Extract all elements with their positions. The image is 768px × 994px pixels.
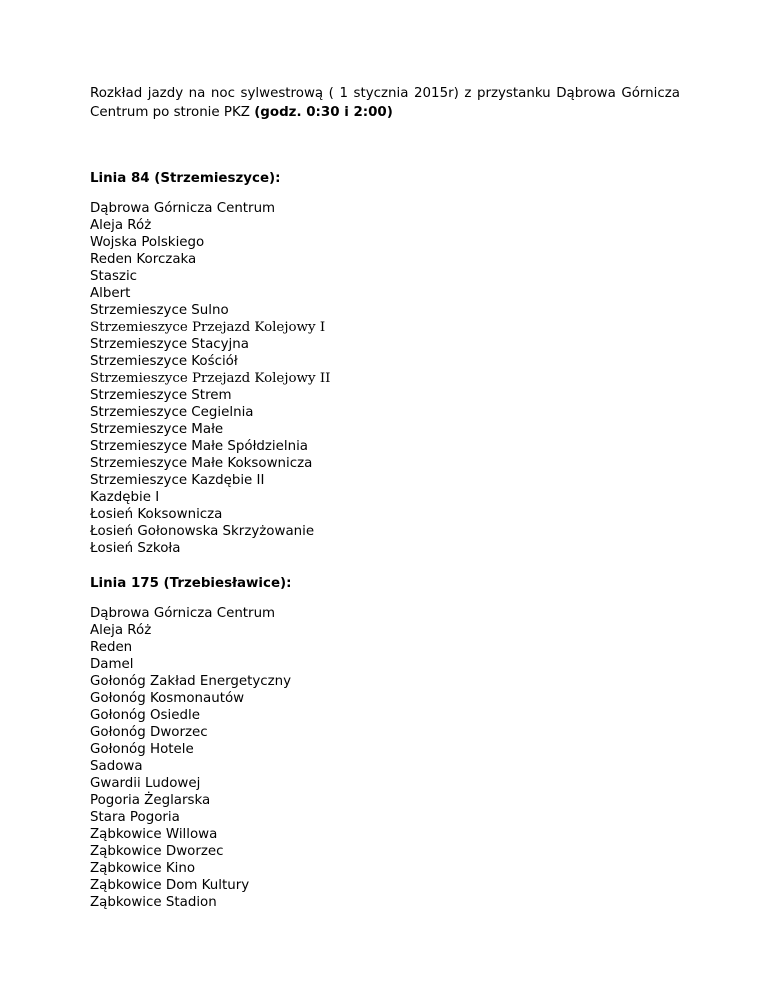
stop-item: Strzemieszyce Strem [90,388,232,403]
stop-item: Strzemieszyce Cegielnia [90,405,254,420]
intro-text: Rozkład jazdy na noc sylwestrową ( 1 stycznia 2015r) z przystanku Dąbrowa Górnicza Centrum po stronie PKZ [90,86,680,120]
stop-item: Łosień Szkoła [90,541,181,556]
stop-item: Gołonóg Kosmonautów [90,691,245,706]
stop-item: Albert [90,286,131,301]
stop-item: Damel [90,657,134,672]
document-page [90,84,680,911]
stop-item: Stara Pogoria [90,810,180,825]
stop-item: Ząbkowice Dworzec [90,844,224,859]
line-175-heading: Linia 175 (Trzebiesławice): [90,576,292,591]
stop-item: Strzemieszyce Małe Spółdzielnia [90,439,308,454]
stop-item: Ząbkowice Stadion [90,895,217,910]
stop-item: Strzemieszyce Przejazd Kolejowy I [90,320,326,335]
stop-item: Strzemieszyce Sulno [90,303,229,318]
stop-item: Ząbkowice Dom Kultury [90,878,250,893]
line-84-heading: Linia 84 (Strzemieszyce): [90,171,281,186]
stop-item: Aleja Róż [90,623,152,638]
stop-item: Reden Korczaka [90,252,197,267]
stop-item: Reden [90,640,133,655]
stop-item: Gołonóg Hotele [90,742,194,757]
stop-item: Strzemieszyce Małe Koksownicza [90,456,313,471]
stop-item: Łosień Koksownicza [90,507,223,522]
stop-item: Pogoria Żeglarska [90,793,211,808]
stop-item: Strzemieszyce Kościół [90,354,238,369]
stop-item: Strzemieszyce Stacyjna [90,337,249,352]
stop-item: Aleja Róż [90,218,152,233]
stop-item: Gwardii Ludowej [90,776,201,791]
stop-item: Gołonóg Zakład Energetyczny [90,674,292,689]
stop-item: Ząbkowice Kino [90,861,196,876]
stop-item: Sadowa [90,759,143,774]
stop-item: Łosień Gołonowska Skrzyżowanie [90,524,315,539]
stop-item: Strzemieszyce Kazdębie II [90,473,265,488]
stop-item: Strzemieszyce Małe [90,422,224,437]
stop-item: Gołonóg Dworzec [90,725,208,740]
line-175-stop-list [90,605,680,911]
intro-hours: (godz. 0:30 i 2:00) [254,105,393,120]
stop-item: Gołonóg Osiedle [90,708,200,723]
stop-item: Dąbrowa Górnicza Centrum [90,606,276,621]
line-84-stop-list [90,200,680,557]
stop-item: Staszic [90,269,138,284]
intro-paragraph [90,84,680,122]
stop-item: Wojska Polskiego [90,235,205,250]
stop-item: Kazdębie I [90,490,160,505]
stop-item: Strzemieszyce Przejazd Kolejowy II [90,371,331,386]
stop-item: Ząbkowice Willowa [90,827,218,842]
stop-item: Dąbrowa Górnicza Centrum [90,201,276,216]
